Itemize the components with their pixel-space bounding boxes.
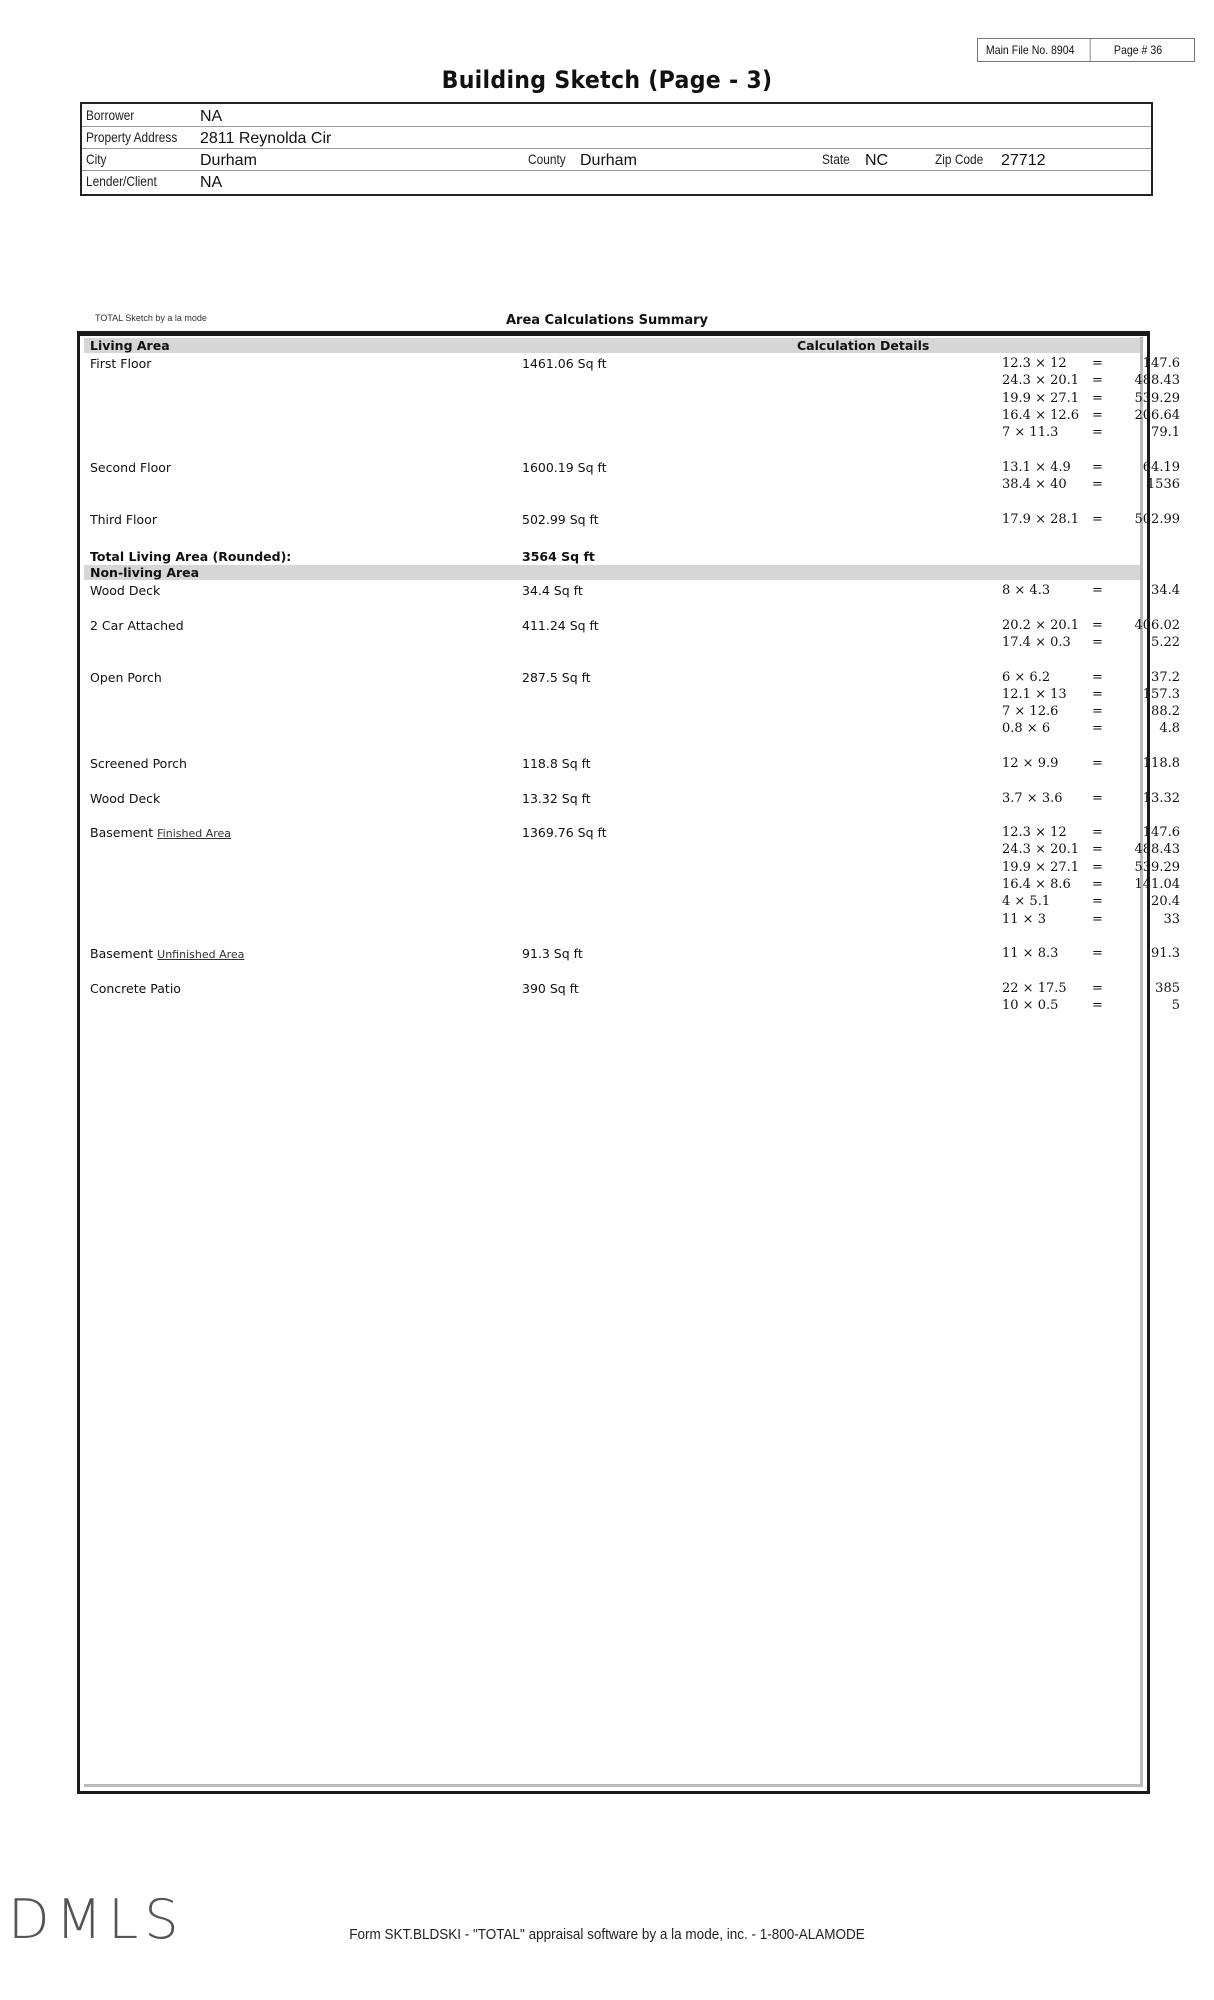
calc-expression: 12.1 × 13 [1002,686,1067,702]
area-subtype: Finished Area [157,827,232,841]
summary-frame [77,331,1180,1794]
calc-equals: = [1092,859,1103,875]
calc-equals: = [1092,634,1103,650]
property-info-table [80,102,1153,196]
area-value: 390 Sq ft [522,980,579,996]
calculation-row [1002,390,1214,407]
borrower-label: Borrower [86,107,135,123]
main-file-number: Main File No. 8904 [978,39,1091,61]
calculation-row [1002,893,1214,910]
calc-equals: = [1092,407,1103,423]
calc-expression: 10 × 0.5 [1002,998,1059,1014]
calc-result: 4.8 [1159,721,1180,737]
calc-expression: 8 × 4.3 [1002,583,1051,598]
calc-equals: = [1092,511,1103,527]
calc-equals: = [1092,373,1103,389]
calc-result: 502.99 [1134,511,1180,527]
calc-result: 488.43 [1134,842,1180,858]
city-row [82,148,1151,171]
calc-equals: = [1092,686,1103,702]
calc-result: 20.4 [1151,894,1180,910]
calc-equals: = [1092,356,1103,371]
calc-equals: = [1092,617,1103,633]
county-value: Durham [580,152,637,169]
calculation-row [1002,372,1214,389]
calculation-row [1002,824,1214,841]
calc-expression: 17.4 × 0.3 [1002,634,1071,650]
area-name [90,617,184,634]
page-title: Building Sketch (Page - 3) [441,66,773,94]
area-value: 502.99 Sq ft [522,511,599,527]
area-subtype: Unfinished Area [157,948,245,962]
address-row [82,126,1151,149]
calc-expression: 38.4 × 40 [1002,477,1067,493]
city-value: Durham [200,152,257,169]
area-name [90,511,157,528]
calculation-row [1002,582,1214,599]
area-name [90,945,244,963]
calc-equals: = [1092,911,1103,927]
calculation-row [1002,755,1214,772]
calculation-row [1002,841,1214,858]
calc-expression: 12.3 × 12 [1002,825,1067,841]
calc-expression: 20.2 × 20.1 [1002,617,1080,633]
lender-label: Lender/Client [86,173,157,189]
calc-expression: 7 × 11.3 [1002,425,1059,441]
calculation-row [1002,617,1214,634]
calculation-row [1002,980,1214,997]
calculation-row [1002,476,1214,493]
calc-result: 5.22 [1151,634,1180,650]
calculation-row [1002,407,1214,424]
area-value: 411.24 Sq ft [522,617,599,633]
calc-result: 147.6 [1142,825,1180,841]
calc-expression: 3.7 × 3.6 [1002,790,1063,806]
calc-result: 488.43 [1134,373,1180,389]
calculation-list [1002,980,1214,1015]
calc-result: 118.8 [1142,756,1180,771]
calc-expression: 16.4 × 12.6 [1002,407,1080,423]
calc-equals: = [1092,459,1103,475]
calculation-list [1002,755,1214,772]
calc-expression: 13.1 × 4.9 [1002,459,1071,475]
area-name [90,669,162,686]
zip-label: Zip Code [935,151,984,167]
calc-result: 141.04 [1134,877,1180,893]
calc-expression: 24.3 × 20.1 [1002,373,1080,389]
state-value: NC [865,152,889,169]
city-label: City [86,151,107,167]
calculation-row [1002,511,1214,528]
calc-equals: = [1092,877,1103,893]
file-page-box [977,38,1195,62]
calc-result: 5 [1171,998,1180,1014]
area-value: 1461.06 Sq ft [522,356,607,371]
calculation-list [1002,617,1214,652]
area-name [90,980,181,997]
summary-body [84,337,1180,1787]
area-name [90,824,231,842]
calc-expression: 11 × 3 [1002,911,1046,927]
summary-title: Area Calculations Summary [505,313,709,328]
calc-equals: = [1092,704,1103,720]
calc-equals: = [1092,756,1103,771]
total-living-label: Total Living Area (Rounded): [90,549,292,564]
calc-expression: 19.9 × 27.1 [1002,390,1080,406]
calc-result: 157.3 [1142,686,1180,702]
calculation-row [1002,634,1214,651]
calculation-list [1002,355,1214,441]
nonliving-area-heading: Non-living Area [90,565,200,580]
calc-result: 539.29 [1134,859,1180,875]
total-living-value: 3564 Sq ft [522,549,595,564]
calc-equals: = [1092,842,1103,858]
area-name-text: Screened Porch [90,756,187,771]
calc-equals: = [1092,946,1103,962]
area-name-text: Basement [90,825,154,841]
zip-value: 27712 [1001,152,1046,169]
calculation-row [1002,424,1214,441]
calculation-row [1002,703,1214,720]
calculation-list [1002,582,1214,599]
calc-equals: = [1092,721,1103,737]
calc-result: 147.6 [1142,356,1180,371]
calc-expression: 19.9 × 27.1 [1002,859,1080,875]
calc-result: 37.2 [1151,669,1180,685]
calculation-row [1002,720,1214,737]
calc-equals: = [1092,477,1103,493]
area-name [90,459,171,476]
calc-result: 64.19 [1142,459,1180,475]
area-value: 34.4 Sq ft [522,583,583,598]
calculation-list [1002,669,1214,738]
calc-result: 406.02 [1134,617,1180,633]
calc-expression: 6 × 6.2 [1002,669,1051,685]
calc-result: 206.64 [1134,407,1180,423]
area-name [90,790,160,807]
calculation-row [1002,876,1214,893]
dmls-watermark-logo: DMLS [8,1888,185,1951]
area-value: 13.32 Sq ft [522,790,591,806]
calculation-row [1002,686,1214,703]
calc-expression: 12.3 × 12 [1002,356,1067,371]
calculation-row [1002,911,1214,928]
area-name-text: Concrete Patio [90,980,181,996]
calc-equals: = [1092,998,1103,1014]
calc-equals: = [1092,894,1103,910]
area-name-text: Basement [90,946,154,962]
lender-value: NA [200,174,223,191]
calc-equals: = [1092,980,1103,996]
calculation-row [1002,945,1214,962]
calc-result: 385 [1155,980,1180,996]
area-value: 1369.76 Sq ft [522,825,607,841]
calc-expression: 22 × 17.5 [1002,980,1067,996]
calc-result: 91.3 [1151,946,1180,962]
area-name-text: Third Floor [90,511,157,527]
calculation-list [1002,459,1214,494]
area-value: 91.3 Sq ft [522,946,583,962]
calculation-list [1002,945,1214,962]
area-value: 118.8 Sq ft [522,756,591,771]
sketch-brand: TOTAL Sketch by a la mode [95,313,207,323]
calculation-row [1002,669,1214,686]
address-value: 2811 Reynolda Cir [200,130,332,147]
area-name [90,355,151,372]
calc-equals: = [1092,390,1103,406]
calc-result: 539.29 [1134,390,1180,406]
calculation-row [1002,459,1214,476]
area-value: 1600.19 Sq ft [522,459,607,475]
calculation-details-heading: Calculation Details [797,338,930,353]
calc-result: 79.1 [1151,425,1180,441]
calc-equals: = [1092,583,1103,598]
calc-expression: 4 × 5.1 [1002,894,1051,910]
calculation-row [1002,859,1214,876]
area-name-text: Wood Deck [90,583,161,598]
calc-equals: = [1092,425,1103,441]
calculation-row [1002,355,1214,372]
area-value: 287.5 Sq ft [522,669,591,685]
borrower-value: NA [200,108,223,125]
area-name-text: Open Porch [90,669,162,685]
borrower-row [82,104,1151,127]
calculation-list [1002,511,1214,528]
calc-expression: 7 × 12.6 [1002,704,1059,720]
lender-row [82,170,1151,192]
calc-equals: = [1092,790,1103,806]
calc-result: 33 [1163,911,1180,927]
calc-equals: = [1092,825,1103,841]
calc-result: 1536 [1146,477,1180,493]
calc-result: 34.4 [1151,583,1180,598]
calc-result: 88.2 [1151,704,1180,720]
calc-expression: 12 × 9.9 [1002,756,1059,771]
calc-equals: = [1092,669,1103,685]
county-label: County [528,151,566,167]
calculation-list [1002,790,1214,807]
calculation-list [1002,824,1214,928]
living-area-header [84,338,1140,353]
calculation-row [1002,997,1214,1014]
area-name-text: Wood Deck [90,790,161,806]
calc-expression: 16.4 × 8.6 [1002,877,1071,893]
calc-expression: 17.9 × 28.1 [1002,511,1080,527]
form-footer: Form SKT.BLDSKI - "TOTAL" appraisal software by a la mode, inc. - 1-800-ALAMODE [349,1926,865,1943]
address-label: Property Address [86,129,178,145]
living-area-heading: Living Area [90,338,170,353]
area-name [90,755,187,772]
calc-expression: 11 × 8.3 [1002,946,1059,962]
page-number: Page # 36 [1113,43,1163,57]
nonliving-area-header [84,565,1140,580]
area-name-text: First Floor [90,356,152,371]
calc-expression: 0.8 × 6 [1002,721,1051,737]
calc-result: 13.32 [1142,790,1180,806]
area-name [90,582,160,599]
calc-expression: 24.3 × 20.1 [1002,842,1080,858]
calculation-row [1002,790,1214,807]
state-label: State [822,151,850,167]
area-name-text: Second Floor [90,459,172,475]
area-name-text: 2 Car Attached [90,617,184,633]
